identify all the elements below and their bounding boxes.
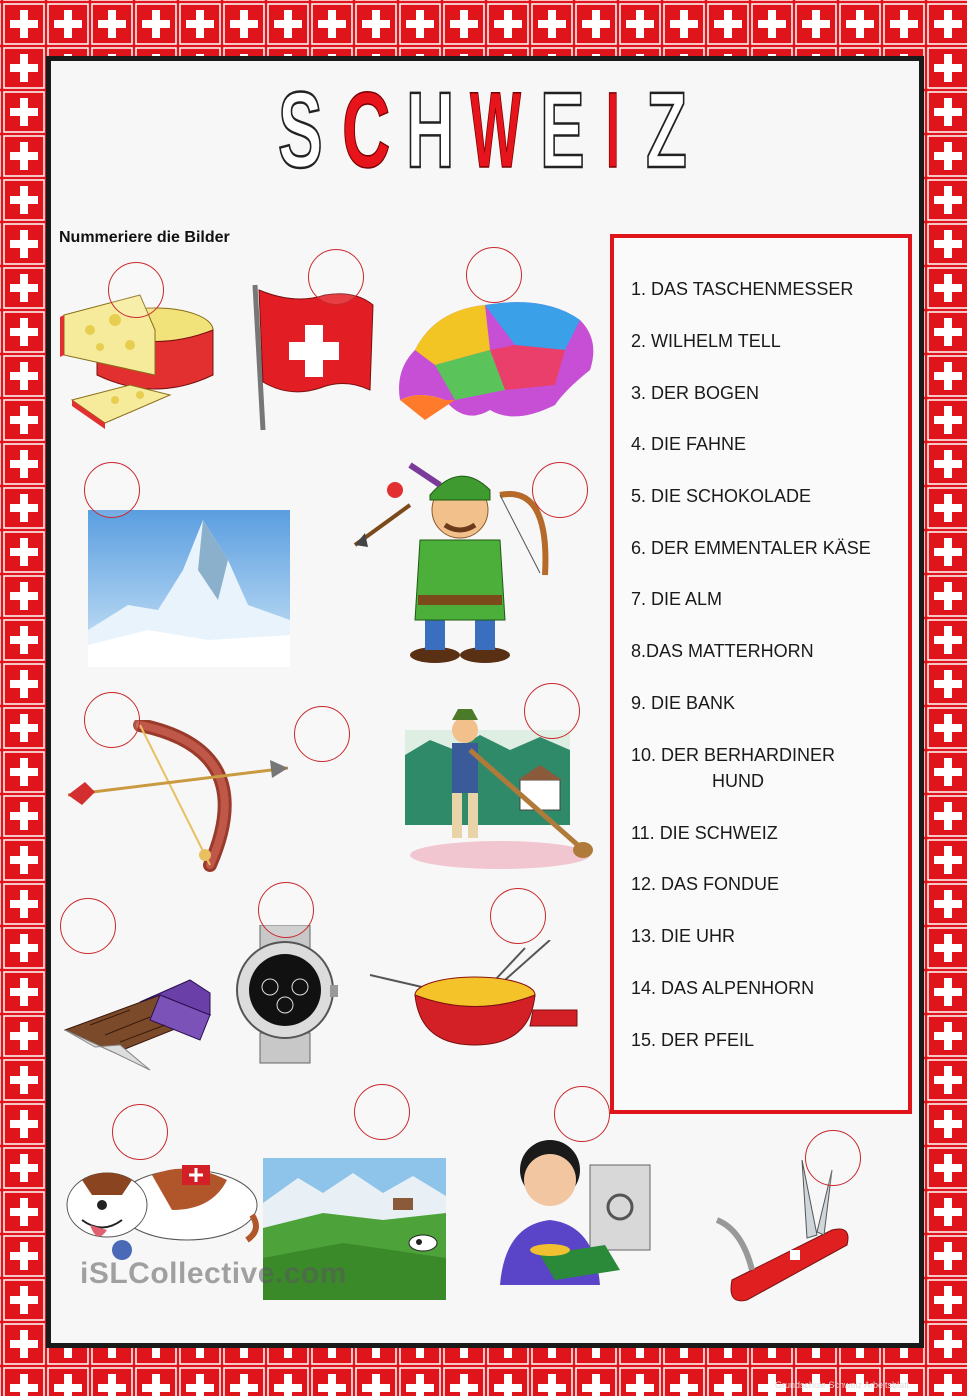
matterhorn-picture [88, 510, 290, 667]
answer-circle[interactable] [490, 888, 546, 944]
bank-picture [495, 1125, 660, 1295]
word-item: 1. DAS TASCHENMESSER [631, 279, 854, 299]
answer-circle[interactable] [84, 692, 140, 748]
swiss-flag-picture [245, 280, 380, 435]
chocolate-picture [60, 975, 215, 1075]
word-item: 5. DIE SCHOKOLADE [631, 486, 812, 506]
word-item: 15. DER PFEIL [631, 1030, 755, 1050]
answer-circle[interactable] [112, 1104, 168, 1160]
word-list-box [610, 234, 912, 1114]
watch-picture [230, 925, 340, 1065]
page-title [270, 69, 710, 190]
title-letter: H [406, 69, 455, 190]
st-bernard-dog-picture [62, 1150, 262, 1270]
word-item: 11. DIE SCHWEIZ [631, 823, 778, 843]
answer-circle[interactable] [466, 247, 522, 303]
title-letter: E [540, 69, 585, 190]
answer-circle[interactable] [258, 882, 314, 938]
title-letter: Z [646, 69, 687, 190]
title-letter: S [278, 69, 323, 190]
answer-circle[interactable] [294, 706, 350, 762]
instruction-text: Nummeriere die Bilder [59, 229, 230, 246]
answer-circle[interactable] [84, 462, 140, 518]
word-item-continuation: HUND [712, 771, 764, 791]
word-item: 8.DAS MATTERHORN [631, 641, 814, 661]
credit-text: Grundschule Schweiz Arbeitsblatt [775, 1380, 910, 1390]
word-item: 13. DIE UHR [631, 926, 736, 946]
title-letter: W [470, 69, 521, 190]
answer-circle[interactable] [308, 249, 364, 305]
word-item: 10. DER BERHARDINER [631, 745, 836, 765]
answer-circle[interactable] [554, 1086, 610, 1142]
word-item: 9. DIE BANK [631, 693, 736, 713]
word-item: 3. DER BOGEN [631, 383, 760, 403]
switzerland-map-picture [395, 290, 605, 430]
watermark: iSLCollective.com [80, 1257, 347, 1290]
title-letter: C [342, 69, 391, 190]
word-item: 12. DAS FONDUE [631, 874, 780, 894]
answer-circle[interactable] [108, 262, 164, 318]
title-letter: I [606, 69, 620, 190]
word-item: 7. DIE ALM [631, 589, 723, 609]
word-item: 6. DER EMMENTALER KÄSE [631, 538, 871, 558]
fondue-picture [365, 940, 580, 1055]
bow-picture [60, 720, 300, 880]
answer-circle[interactable] [805, 1130, 861, 1186]
answer-circle[interactable] [524, 683, 580, 739]
word-item: 2. WILHELM TELL [631, 331, 781, 351]
word-item: 4. DIE FAHNE [631, 434, 747, 454]
answer-circle[interactable] [60, 898, 116, 954]
word-item: 14. DAS ALPENHORN [631, 978, 815, 998]
answer-circle[interactable] [354, 1084, 410, 1140]
answer-circle[interactable] [532, 462, 588, 518]
